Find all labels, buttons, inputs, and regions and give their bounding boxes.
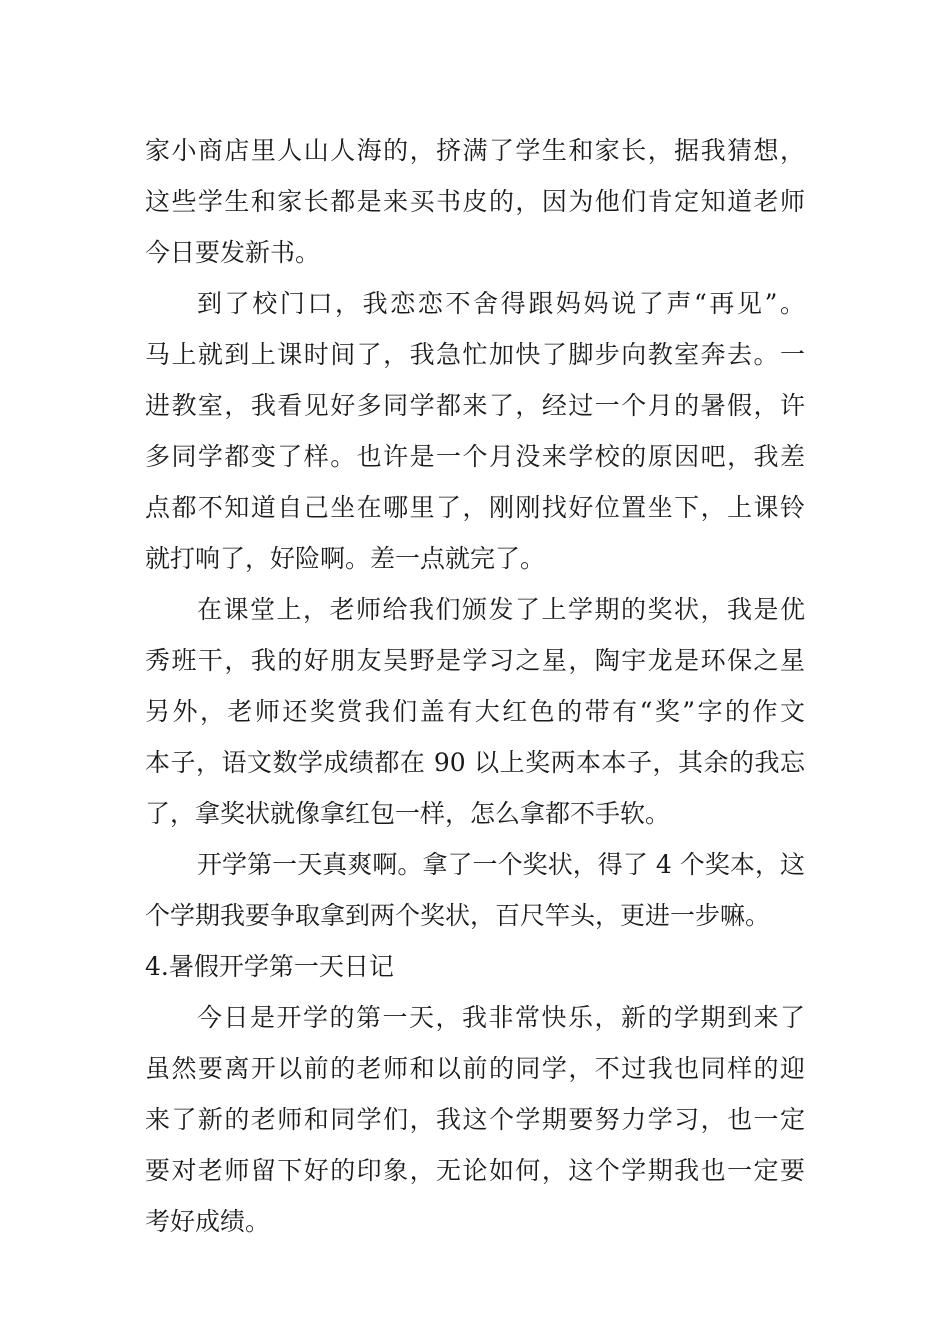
paragraph-start-line: 在课堂上，老师给我们颁发了上学期的奖状，我是优 — [197, 595, 805, 624]
section-heading: 4.暑假开学第一天日记 — [145, 952, 394, 981]
text-line: 来了新的老师和同学们，我这个学期要努力学习，也一定 — [145, 1105, 805, 1134]
text-line: 个学期我要争取拿到两个奖状，百尺竿头，更进一步嘛。 — [145, 901, 771, 930]
document-page — [145, 125, 805, 1247]
text-line: 秀班干，我的好朋友吴野是学习之星，陶宇龙是环保之星 — [145, 646, 805, 675]
text-line: 点都不知道自己坐在哪里了，刚刚找好位置坐下，上课铃 — [145, 493, 805, 522]
paragraph-start-line: 今日是开学的第一天，我非常快乐，新的学期到来了 — [197, 1003, 805, 1032]
text-line: 就打响了，好险啊。差一点就完了。 — [145, 544, 546, 573]
text-line: 这些学生和家长都是来买书皮的，因为他们肯定知道老师 — [145, 187, 805, 216]
text-line: 另外，老师还奖赏我们盖有大红色的带有“奖”字的作文 — [145, 697, 805, 726]
text-line: 考好成绩。 — [145, 1207, 271, 1236]
text-line: 进教室，我看见好多同学都来了，经过一个月的暑假，许 — [145, 391, 805, 420]
paragraph-start-line: 开学第一天真爽啊。拿了一个奖状，得了 4 个奖本，这 — [197, 850, 805, 879]
text-line: 虽然要离开以前的老师和以前的同学，不过我也同样的迎 — [145, 1054, 805, 1083]
text-line: 今日要发新书。 — [145, 238, 321, 267]
text-line: 要对老师留下好的印象，无论如何，这个学期我也一定要 — [145, 1156, 805, 1185]
text-line: 家小商店里人山人海的，挤满了学生和家长，据我猜想， — [145, 136, 805, 165]
text-line: 了，拿奖状就像拿红包一样，怎么拿都不手软。 — [145, 799, 671, 828]
text-line: 本子，语文数学成绩都在 90 以上奖两本本子，其余的我忘 — [145, 748, 805, 777]
text-line: 多同学都变了样。也许是一个月没来学校的原因吧，我差 — [145, 442, 805, 471]
text-line: 马上就到上课时间了，我急忙加快了脚步向教室奔去。一 — [145, 340, 805, 369]
paragraph-start-line: 到了校门口，我恋恋不舍得跟妈妈说了声“再见”。 — [197, 289, 805, 318]
